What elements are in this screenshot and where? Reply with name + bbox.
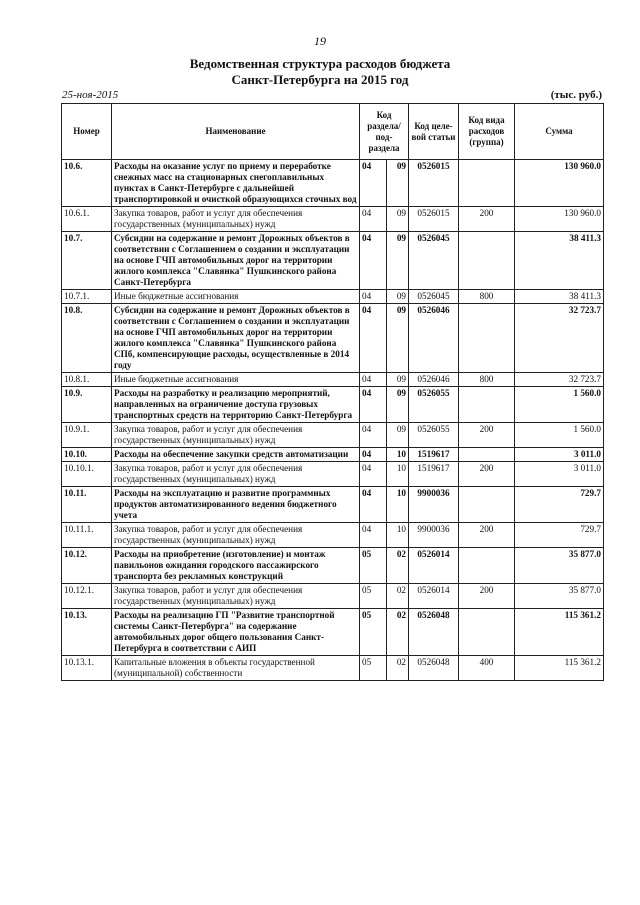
- row-section-code: 04: [360, 423, 387, 448]
- table-row: [62, 523, 604, 548]
- row-number: 10.6.: [62, 160, 112, 207]
- row-article-code: 0526046: [409, 304, 459, 373]
- page-number: 19: [314, 34, 326, 48]
- row-article-code: 0526048: [409, 609, 459, 656]
- header-section: Код раздела/ под-раздела: [360, 104, 409, 160]
- row-name: Расходы на эксплуатацию и развитие программных продуктов автоматизированного ведения бюджетного учета: [112, 487, 360, 523]
- row-name: Закупка товаров, работ и услуг для обеспечения государственных (муниципальных) нужд: [112, 462, 360, 487]
- row-subsection-code: 10: [387, 448, 409, 462]
- row-name: Капитальные вложения в объекты государственной (муниципальной) собственности: [112, 656, 360, 681]
- document-date: 25-ноя-2015: [62, 89, 119, 101]
- table-row: [62, 232, 604, 290]
- header-group: Код вида расходов (группа): [459, 104, 515, 160]
- row-subsection-code: 09: [387, 232, 409, 290]
- row-subsection-code: 09: [387, 207, 409, 232]
- row-article-code: 0526055: [409, 387, 459, 423]
- row-group-code: 200: [459, 462, 515, 487]
- row-amount: 3 011.0: [515, 462, 604, 487]
- row-group-code: 200: [459, 584, 515, 609]
- row-article-code: 0526055: [409, 423, 459, 448]
- row-article-code: 0526045: [409, 290, 459, 304]
- document-title: [0, 56, 640, 88]
- row-amount: 38 411.3: [515, 290, 604, 304]
- row-subsection-code: 09: [387, 387, 409, 423]
- row-article-code: 1519617: [409, 462, 459, 487]
- row-name: Иные бюджетные ассигнования: [112, 373, 360, 387]
- row-name: Иные бюджетные ассигнования: [112, 290, 360, 304]
- row-amount: 35 877.0: [515, 584, 604, 609]
- row-group-code: 400: [459, 656, 515, 681]
- row-number: 10.7.: [62, 232, 112, 290]
- table-row: [62, 487, 604, 523]
- row-subsection-code: 02: [387, 584, 409, 609]
- row-subsection-code: 10: [387, 523, 409, 548]
- row-subsection-code: 09: [387, 304, 409, 373]
- table-header-row: [62, 104, 604, 160]
- row-section-code: 04: [360, 523, 387, 548]
- table-row: [62, 387, 604, 423]
- table-row: [62, 548, 604, 584]
- row-subsection-code: 09: [387, 290, 409, 304]
- row-subsection-code: 02: [387, 656, 409, 681]
- row-amount: 1 560.0: [515, 387, 604, 423]
- row-number: 10.8.: [62, 304, 112, 373]
- row-group-code: 800: [459, 373, 515, 387]
- row-section-code: 04: [360, 290, 387, 304]
- row-group-code: [459, 609, 515, 656]
- row-amount: 1 560.0: [515, 423, 604, 448]
- row-number: 10.11.1.: [62, 523, 112, 548]
- row-section-code: 05: [360, 656, 387, 681]
- row-group-code: [459, 548, 515, 584]
- row-section-code: 04: [360, 207, 387, 232]
- header-name: Наименование: [112, 104, 360, 160]
- table-row: [62, 160, 604, 207]
- row-section-code: 05: [360, 584, 387, 609]
- row-section-code: 04: [360, 160, 387, 207]
- table-row: [62, 656, 604, 681]
- row-name: Субсидии на содержание и ремонт Дорожных объектов в соответствии с Соглашением о создании и эксплуатации на основе ГЧП автомобильных дорог на территории жилого комплекса "Славянка" Пушкинского района Санкт-Петербурга: [112, 232, 360, 290]
- row-article-code: 0526048: [409, 656, 459, 681]
- row-section-code: 04: [360, 448, 387, 462]
- header-num: Номер: [62, 104, 112, 160]
- row-article-code: 0526045: [409, 232, 459, 290]
- row-amount: 729.7: [515, 523, 604, 548]
- row-group-code: [459, 448, 515, 462]
- row-article-code: 0526014: [409, 584, 459, 609]
- row-number: 10.10.: [62, 448, 112, 462]
- row-group-code: 200: [459, 423, 515, 448]
- table-row: [62, 207, 604, 232]
- row-name: Расходы на приобретение (изготовление) и монтаж павильонов ожидания городского пассажирского транспорта без рекламных конструкций: [112, 548, 360, 584]
- row-name: Субсидии на содержание и ремонт Дорожных объектов в соответствии с Соглашением о создании и эксплуатации на основе ГЧП автомобильных дорог на территории жилого комплекса "Славянка" Пушкинского района СПб, компенсирующие расходы, осуществленные в 2014 году: [112, 304, 360, 373]
- row-article-code: 0526015: [409, 160, 459, 207]
- row-group-code: [459, 232, 515, 290]
- row-name: Закупка товаров, работ и услуг для обеспечения государственных (муниципальных) нужд: [112, 584, 360, 609]
- title-line-2: Санкт-Петербурга на 2015 год: [231, 72, 409, 87]
- table-row: [62, 423, 604, 448]
- row-article-code: 1519617: [409, 448, 459, 462]
- row-number: 10.13.: [62, 609, 112, 656]
- row-amount: 115 361.2: [515, 609, 604, 656]
- row-name: Расходы на разработку и реализацию мероприятий, направленных на ограничение доступа грузовых транспортных средств на территорию Санкт-Петербурга: [112, 387, 360, 423]
- row-article-code: 0526014: [409, 548, 459, 584]
- row-group-code: 200: [459, 207, 515, 232]
- row-section-code: 04: [360, 462, 387, 487]
- header-amount: Сумма: [515, 104, 604, 160]
- row-name: Закупка товаров, работ и услуг для обеспечения государственных (муниципальных) нужд: [112, 423, 360, 448]
- row-amount: 35 877.0: [515, 548, 604, 584]
- header-article: Код целе-вой статьи: [409, 104, 459, 160]
- row-number: 10.12.: [62, 548, 112, 584]
- table-row: [62, 584, 604, 609]
- row-section-code: 04: [360, 487, 387, 523]
- row-subsection-code: 02: [387, 609, 409, 656]
- row-section-code: 04: [360, 387, 387, 423]
- row-subsection-code: 10: [387, 487, 409, 523]
- row-group-code: [459, 487, 515, 523]
- table-row: [62, 448, 604, 462]
- row-name: Расходы на оказание услуг по приему и переработке снежных масс на стационарных снегоплавильных пунктах в Санкт-Петербурге с дальнейшей транспортировкой и очисткой образующихся сточных вод: [112, 160, 360, 207]
- row-number: 10.7.1.: [62, 290, 112, 304]
- row-amount: 115 361.2: [515, 656, 604, 681]
- row-section-code: 04: [360, 373, 387, 387]
- row-number: 10.9.1.: [62, 423, 112, 448]
- row-section-code: 05: [360, 609, 387, 656]
- row-section-code: 05: [360, 548, 387, 584]
- table-row: [62, 462, 604, 487]
- row-number: 10.6.1.: [62, 207, 112, 232]
- row-amount: 32 723.7: [515, 304, 604, 373]
- row-amount: 130 960.0: [515, 160, 604, 207]
- row-section-code: 04: [360, 304, 387, 373]
- row-number: 10.8.1.: [62, 373, 112, 387]
- row-group-code: 200: [459, 523, 515, 548]
- row-number: 10.13.1.: [62, 656, 112, 681]
- row-section-code: 04: [360, 232, 387, 290]
- units-label: (тыс. руб.): [550, 89, 602, 101]
- row-group-code: [459, 387, 515, 423]
- row-group-code: [459, 304, 515, 373]
- row-subsection-code: 09: [387, 160, 409, 207]
- row-number: 10.11.: [62, 487, 112, 523]
- table-row: [62, 609, 604, 656]
- row-amount: 32 723.7: [515, 373, 604, 387]
- row-article-code: 0526046: [409, 373, 459, 387]
- title-line-1: Ведомственная структура расходов бюджета: [189, 56, 451, 71]
- row-group-code: [459, 160, 515, 207]
- row-article-code: 9900036: [409, 523, 459, 548]
- row-number: 10.9.: [62, 387, 112, 423]
- row-name: Расходы на обеспечение закупки средств автоматизации: [112, 448, 360, 462]
- table-row: [62, 304, 604, 373]
- row-group-code: 800: [459, 290, 515, 304]
- row-subsection-code: 10: [387, 462, 409, 487]
- row-article-code: 0526015: [409, 207, 459, 232]
- table-row: [62, 290, 604, 304]
- row-number: 10.12.1.: [62, 584, 112, 609]
- row-name: Расходы на реализацию ГП "Развитие транспортной системы Санкт-Петербурга" на содержание автомобильных дорог общего пользования Санкт-Петербурга в соответствии с АИП: [112, 609, 360, 656]
- row-amount: 3 011.0: [515, 448, 604, 462]
- row-article-code: 9900036: [409, 487, 459, 523]
- row-subsection-code: 09: [387, 373, 409, 387]
- budget-table: [61, 103, 604, 681]
- row-amount: 38 411.3: [515, 232, 604, 290]
- row-number: 10.10.1.: [62, 462, 112, 487]
- row-name: Закупка товаров, работ и услуг для обеспечения государственных (муниципальных) нужд: [112, 207, 360, 232]
- row-amount: 729.7: [515, 487, 604, 523]
- row-subsection-code: 02: [387, 548, 409, 584]
- row-subsection-code: 09: [387, 423, 409, 448]
- table-row: [62, 373, 604, 387]
- row-amount: 130 960.0: [515, 207, 604, 232]
- row-name: Закупка товаров, работ и услуг для обеспечения государственных (муниципальных) нужд: [112, 523, 360, 548]
